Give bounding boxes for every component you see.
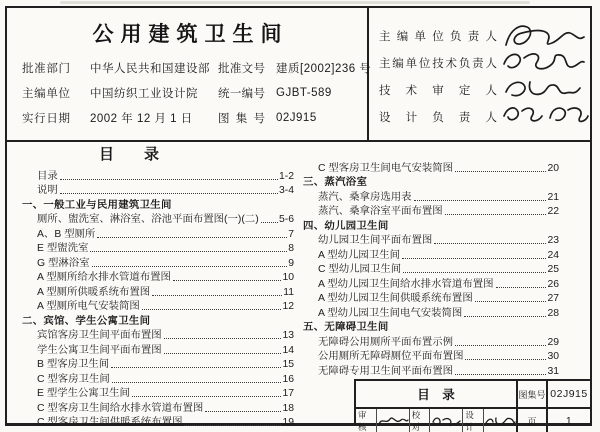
field-checker	[409, 409, 463, 432]
toc-entry: C 型客房卫生间给水排水管道布置图 18	[37, 402, 294, 414]
toc-page-number: 26	[547, 278, 559, 290]
toc-page-number: 12	[282, 301, 294, 312]
titleblock-fields	[356, 407, 516, 432]
toc-entry: E 型盥洗室 8	[37, 243, 294, 254]
atlas-number-value: 02J915	[546, 381, 590, 407]
dot-leader	[92, 266, 288, 267]
dot-leader	[142, 309, 282, 310]
approval-label: 批准部门	[22, 62, 70, 75]
dot-leader	[455, 345, 546, 346]
toc-section-heading: 四、幼儿园卫生间	[303, 220, 389, 232]
document-title: 公用建筑卫生间	[92, 23, 289, 46]
dot-leader	[445, 214, 547, 215]
toc-page-number: 20	[547, 162, 559, 174]
toc-page-number: 19	[282, 417, 294, 428]
dot-leader	[164, 338, 282, 339]
titleblock-sheet-name: 目 录	[417, 388, 455, 402]
toc-page-number: 8	[288, 243, 294, 254]
dot-leader	[464, 316, 546, 317]
approval-value: GJBT-589	[276, 86, 332, 99]
signature-row	[379, 49, 590, 76]
toc-page-number: 24	[547, 249, 559, 261]
dot-leader	[455, 374, 546, 375]
dot-leader	[261, 222, 278, 223]
toc-section-heading: 二、宾馆、学生公寓卫生间	[22, 315, 151, 327]
field-designer	[462, 409, 516, 432]
approval-label: 批准文号	[218, 62, 265, 75]
approval-info	[22, 55, 372, 130]
dot-leader	[60, 193, 278, 194]
toc-entry: 无障碍专用卫生间平面布置图 31	[318, 365, 559, 377]
toc-page-number: 21	[547, 191, 559, 203]
toc-entry: 宾馆客房卫生间平面布置图 13	[37, 330, 294, 341]
signature-label: 设计负责人	[379, 111, 497, 124]
toc-entry: A 型厕所给水排水管道布置图 10	[37, 272, 294, 283]
dot-leader	[132, 396, 281, 397]
toc-page-number: 29	[547, 336, 559, 348]
toc-list-left	[22, 168, 294, 429]
atlas-number-label: 图集号	[516, 381, 546, 407]
page-number-label: 页	[516, 407, 546, 432]
approval-value: 建质[2002]236 号	[276, 62, 372, 75]
toc-section-heading: 一、一般工业与民用建筑卫生间	[22, 199, 172, 211]
toc-page-number: 31	[547, 365, 559, 377]
toc-page-number: 7	[288, 228, 294, 240]
handwritten-signature	[484, 415, 516, 428]
toc-page-number: 14	[282, 344, 294, 356]
toc-page-number: 9	[288, 257, 294, 269]
handwritten-signature	[500, 48, 586, 78]
toc-column-left	[22, 143, 294, 429]
approval-value: 中华人民共和国建设部	[90, 62, 210, 75]
toc-entry: 说明 3-4	[37, 185, 294, 196]
toc-entry: A 型厕所电气安装简图 12	[37, 301, 294, 312]
toc-entry: B 型客房卫生间 15	[37, 359, 294, 370]
toc-entry: C 型客房卫生间供暖系统布置图 19	[37, 417, 294, 428]
title-block	[7, 8, 590, 142]
signature-label: 主编单位负责人	[379, 30, 497, 43]
toc-entry: C 型客房卫生间电气安装简图 20	[318, 162, 559, 174]
handwritten-signature	[500, 102, 590, 132]
toc-page-number: 25	[547, 264, 559, 275]
drawing-titleblock	[354, 379, 590, 432]
reviewer-label: 审核	[356, 409, 377, 432]
toc-page-number: 17	[282, 388, 294, 399]
approval-value: 02J915	[276, 111, 317, 124]
checker-label: 校对	[409, 409, 431, 432]
toc-section-heading: 五、无障碍卫生间	[303, 322, 389, 333]
toc-entry: G 型淋浴室 9	[37, 257, 294, 269]
dot-leader	[475, 301, 547, 302]
toc-section-heading: 三、蒸汽浴室	[303, 177, 368, 188]
toc-page-number: 15	[282, 359, 294, 370]
dot-leader	[97, 237, 287, 238]
dot-leader	[496, 287, 547, 288]
toc-entry: 蒸汽、桑拿浴室平面布置图 22	[318, 206, 559, 217]
signature-label: 技术审定人	[379, 84, 497, 97]
toc-entry: 学生公寓卫生间平面布置图 14	[37, 344, 294, 356]
dot-leader	[403, 272, 546, 273]
toc-page-number: 22	[547, 206, 559, 217]
toc-entry: A 型厕所供暖系统布置图 11	[37, 286, 294, 298]
toc-entry: 公用厕所无障碍厕位平面布置图 30	[318, 351, 559, 362]
handwritten-signature	[500, 76, 582, 104]
approval-label: 主编单位	[22, 87, 70, 100]
toc-page-number: 11	[283, 286, 294, 298]
toc-entry: 厕所、盥洗室、淋浴室、浴池平面布置图(一)(二) 5-6	[37, 214, 294, 225]
approval-label: 图集号	[218, 112, 265, 125]
toc-entry: A 型幼儿园卫生间电气安装简图 28	[318, 307, 559, 319]
dot-leader	[164, 353, 282, 354]
toc-page-number: 28	[547, 307, 559, 319]
toc-page-number: 5-6	[278, 214, 294, 225]
page-number-value: 1	[546, 407, 590, 432]
dot-leader	[60, 179, 278, 180]
toc-entry: 幼儿园卫生间平面布置图 23	[318, 235, 559, 246]
dot-leader	[112, 382, 282, 383]
toc-heading: 目 录	[98, 146, 159, 163]
dot-leader	[184, 425, 281, 426]
toc-entry: C 型幼儿园卫生间 25	[318, 264, 559, 275]
signature-row	[379, 76, 590, 103]
toc-page-number: 23	[547, 235, 559, 246]
dot-leader	[434, 243, 546, 244]
approval-value: 2002 年 12 月 1 日	[90, 112, 193, 125]
toc-page-number: 13	[282, 330, 294, 341]
toc-entry: A 型幼儿园卫生间 24	[318, 249, 559, 261]
handwritten-signature	[430, 415, 462, 428]
toc-entry: 蒸汽、桑拿房选用表 21	[318, 191, 559, 203]
toc-entry: A、B 型厕所 7	[37, 228, 294, 240]
dot-leader	[455, 171, 546, 172]
toc-page-number: 18	[282, 402, 294, 414]
signature-label: 主编单位技术负责人	[379, 57, 497, 70]
handwritten-signature	[500, 21, 586, 51]
toc-column-right	[303, 160, 559, 378]
toc-page-number: 16	[282, 373, 294, 385]
approval-label: 实行日期	[22, 112, 70, 125]
toc-entry: C 型客房卫生间 16	[37, 373, 294, 385]
toc-page-number: 30	[547, 351, 559, 362]
toc-page-number: 27	[547, 293, 559, 304]
field-reviewer	[356, 409, 409, 432]
dot-leader	[465, 359, 546, 360]
toc-entry: E 型学生公寓卫生间 17	[37, 388, 294, 399]
page-border	[5, 6, 592, 432]
responsible-persons-block	[369, 8, 590, 140]
dot-leader	[152, 295, 282, 296]
dot-leader	[414, 200, 547, 201]
toc-entry: A 型幼儿园卫生间供暖系统布置图 27	[318, 293, 559, 304]
toc-page-number: 3-4	[278, 185, 294, 196]
dot-leader	[90, 251, 287, 252]
signature-row	[379, 103, 590, 130]
toc-list-right	[303, 160, 559, 378]
toc-entry: A 型幼儿园卫生间给水排水管道布置图 26	[318, 278, 559, 290]
toc-page-number: 1-2	[278, 170, 294, 182]
dot-leader	[402, 258, 546, 259]
approval-block	[7, 8, 372, 140]
signature-row	[379, 22, 590, 49]
scan-artifact	[60, 1, 530, 4]
dot-leader	[111, 367, 281, 368]
handwritten-signature	[377, 415, 409, 428]
toc-entry: 无障碍公用厕所平面布置示例 29	[318, 336, 559, 348]
designer-label: 设计	[462, 409, 484, 432]
dot-leader	[173, 280, 282, 281]
approval-label: 统一编号	[218, 87, 265, 100]
dot-leader	[205, 411, 281, 412]
toc-page-number: 10	[282, 272, 294, 283]
toc-entry: 目录 1-2	[37, 170, 294, 182]
approval-value: 中国纺织工业设计院	[90, 87, 198, 100]
